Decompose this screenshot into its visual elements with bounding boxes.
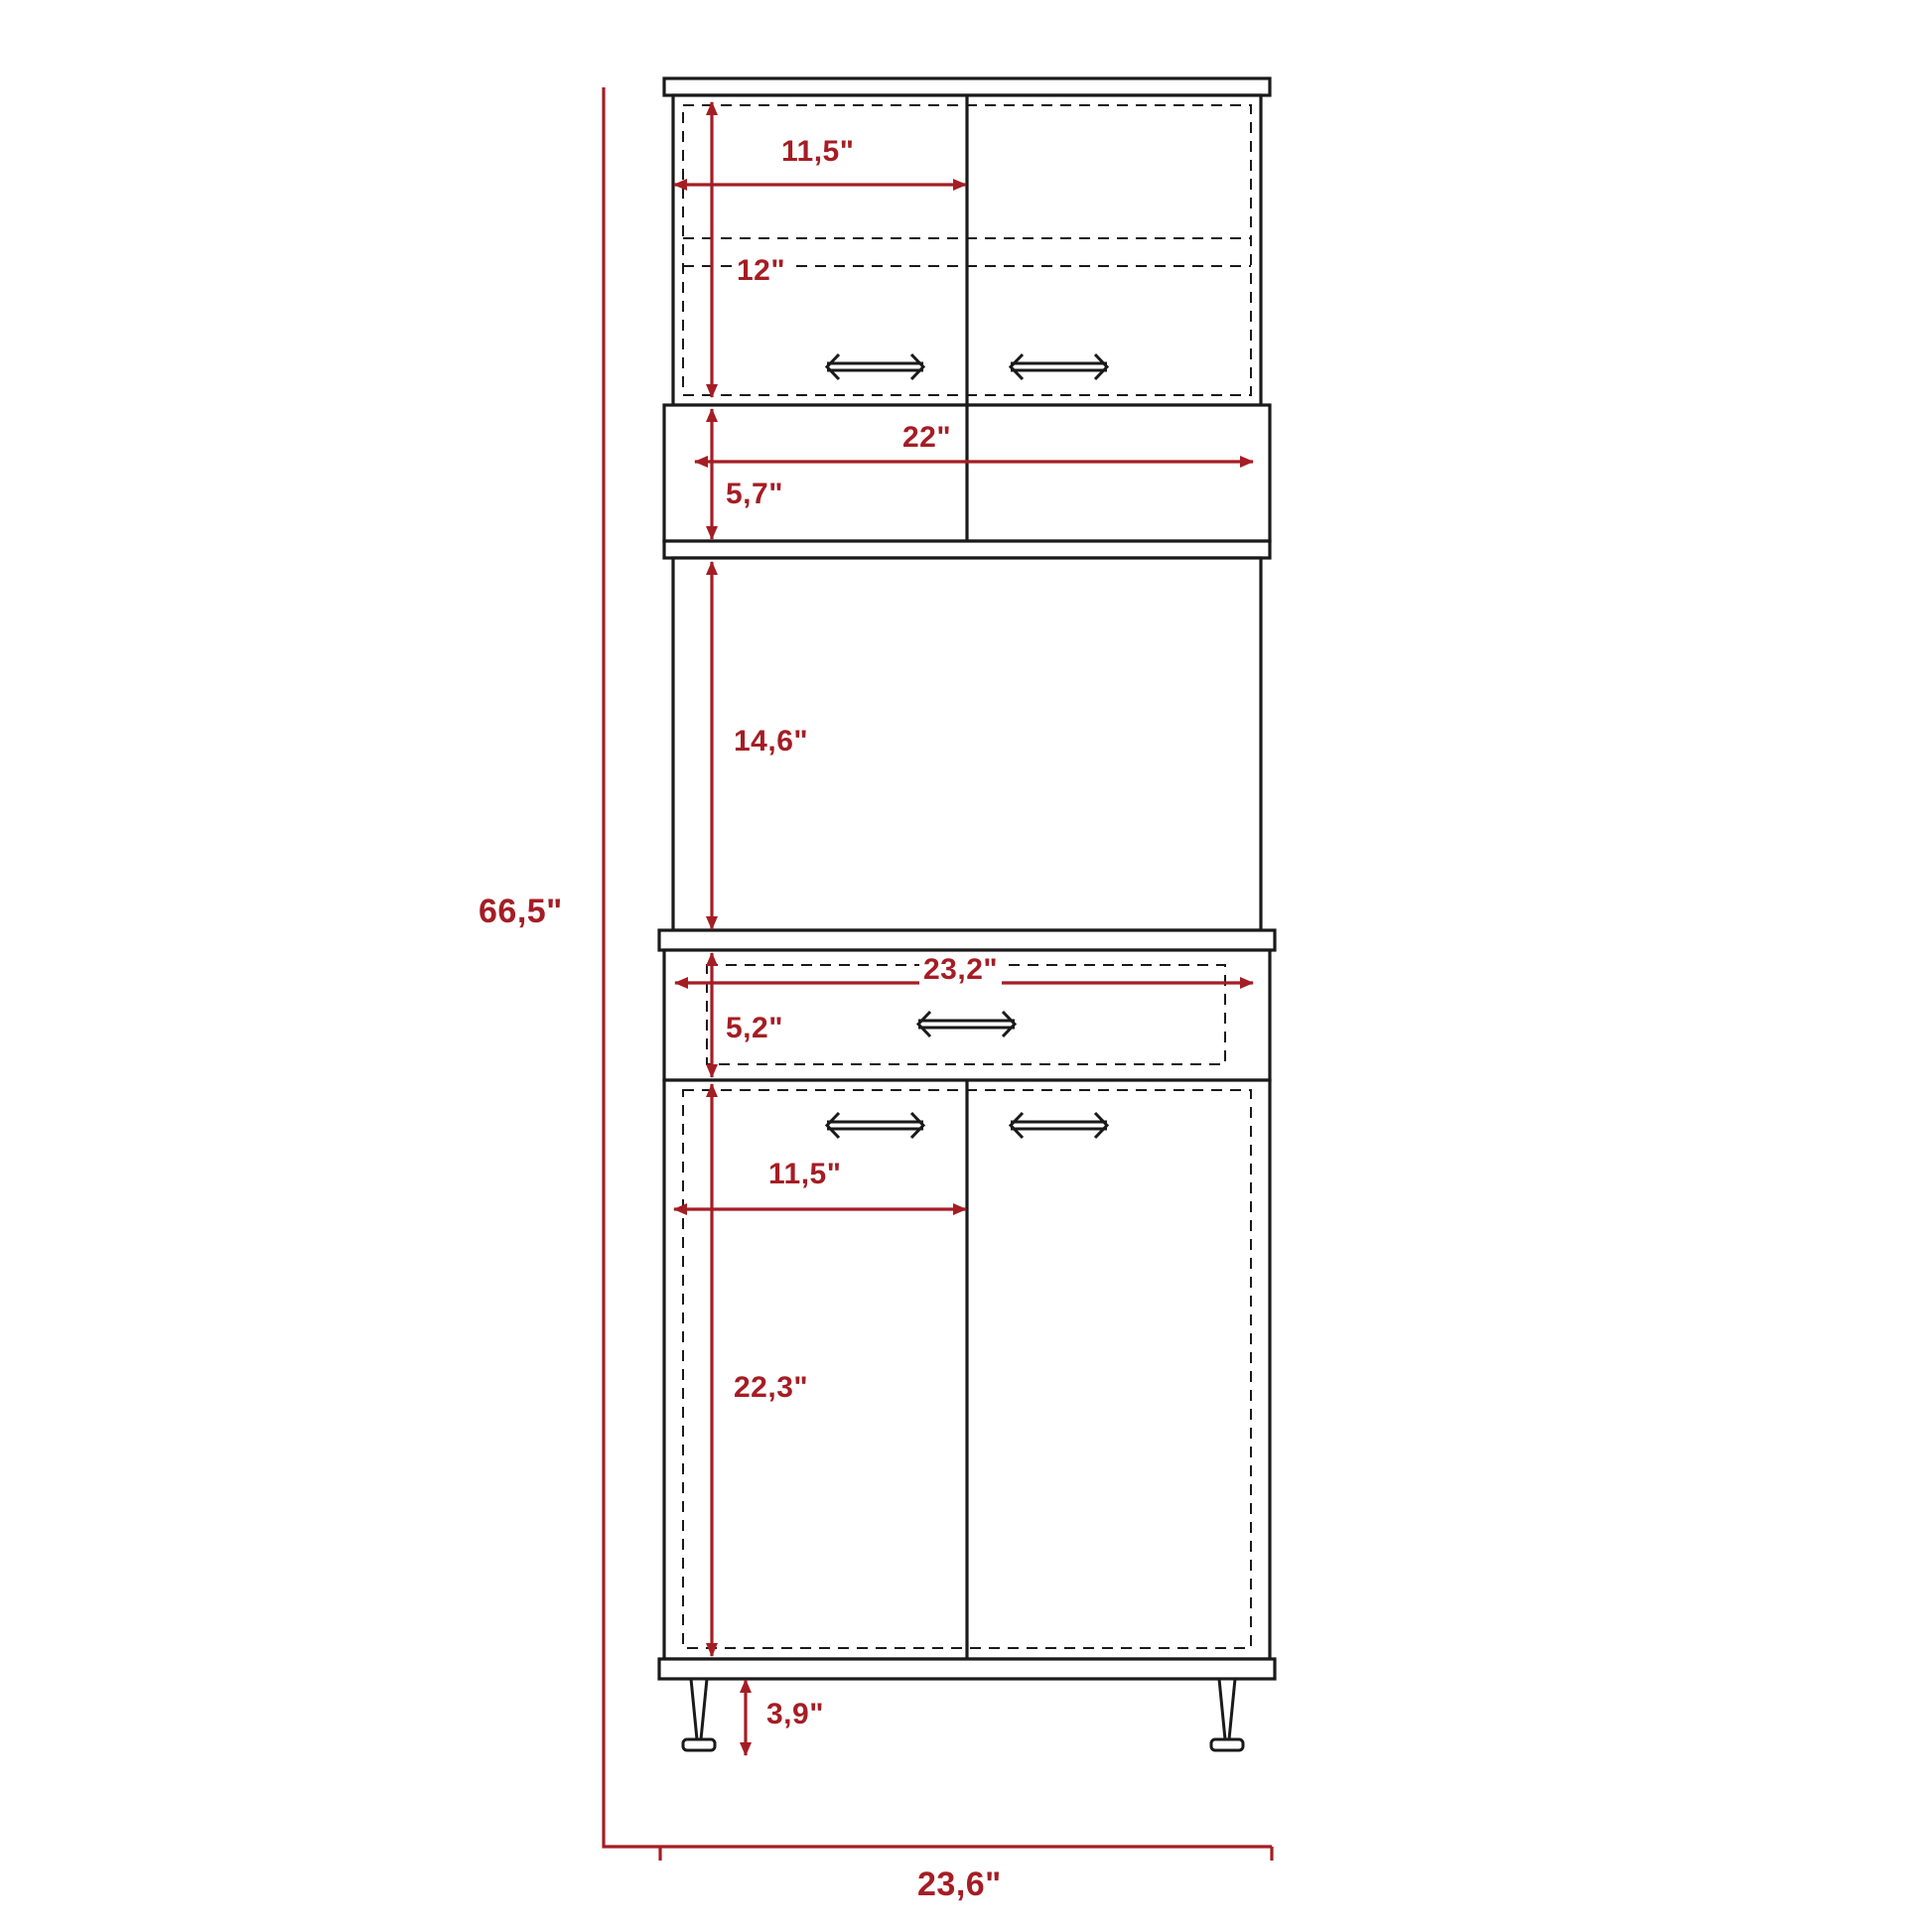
base-board — [659, 1659, 1275, 1679]
dim-label-leg-height: 3,9" — [762, 1698, 828, 1731]
dim-label-upper-door-width: 11,5" — [777, 135, 858, 169]
dim-label-open-shelf-height: 5,7" — [722, 478, 787, 511]
dim-label-upper-shelf-height: 12" — [733, 254, 789, 288]
shelf-board — [664, 541, 1270, 558]
leg-left-foot — [683, 1739, 715, 1750]
dim-label-total-width: 23,6" — [913, 1866, 1006, 1904]
dim-label-lower-door-width: 11,5" — [764, 1158, 845, 1191]
dim-label-drawer-height: 5,2" — [722, 1012, 787, 1045]
dim-label-inner-width: 22" — [898, 421, 955, 455]
dim-label-total-height: 66,5" — [475, 894, 567, 931]
top-cap — [664, 78, 1270, 95]
dim-label-drawer-width: 23,2" — [919, 953, 1002, 987]
counter-board — [659, 930, 1275, 950]
dim-label-niche-height: 14,6" — [730, 725, 812, 759]
cabinet-body — [659, 78, 1275, 1679]
leg-right-foot — [1211, 1739, 1243, 1750]
dim-label-lower-door-height: 22,3" — [730, 1371, 812, 1405]
leg-right — [1219, 1679, 1235, 1739]
leg-left — [691, 1679, 707, 1739]
